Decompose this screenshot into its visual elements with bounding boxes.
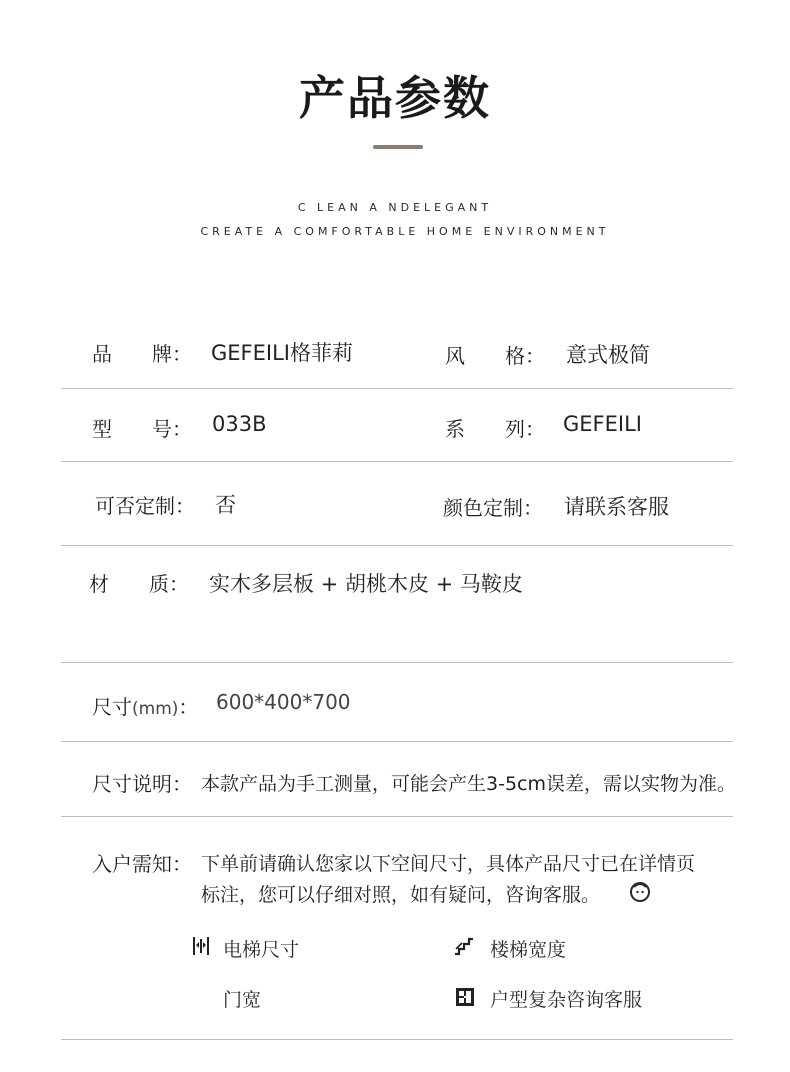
option-stairs-width: 楼梯宽度 xyxy=(490,939,567,961)
brand-value: GEFEILI格菲莉 xyxy=(211,341,353,365)
customizable-label: 可否定制： xyxy=(95,494,195,518)
divider xyxy=(61,388,733,389)
smiley-icon xyxy=(629,880,651,902)
elevator-icon xyxy=(191,936,211,956)
material-label: 材 质： xyxy=(89,572,189,596)
entry-notice-label: 入户需知： xyxy=(92,852,192,876)
divider xyxy=(61,816,733,817)
style-value: 意式极简 xyxy=(566,343,650,367)
size-label-unit: (mm) xyxy=(132,699,179,719)
divider xyxy=(61,662,733,663)
size-label xyxy=(92,691,198,720)
size-note-label: 尺寸说明： xyxy=(92,772,192,796)
size-note-value: 本款产品为手工测量，可能会产生3-5cm误差，需以实物为准。 xyxy=(201,773,736,795)
option-elevator-size: 电梯尺寸 xyxy=(223,939,300,961)
option-door-width: 门宽 xyxy=(223,989,262,1011)
customizable-value: 否 xyxy=(215,493,236,517)
model-label: 型 号： xyxy=(92,417,192,441)
color-custom-label: 颜色定制： xyxy=(443,496,543,520)
size-label-colon: ： xyxy=(178,695,199,719)
brand-label: 品 牌： xyxy=(92,342,192,366)
series-label: 系 列： xyxy=(445,417,545,441)
divider xyxy=(61,545,733,546)
series-value: GEFEILI xyxy=(563,412,642,436)
title-accent-bar xyxy=(373,145,423,149)
page-title: 产品参数 xyxy=(299,71,491,125)
material-value: 实木多层板 + 胡桃木皮 + 马鞍皮 xyxy=(209,572,523,596)
subtitle-clean-elegant: C LEAN A NDELEGANT xyxy=(297,201,493,214)
floorplan-icon xyxy=(455,987,475,1007)
divider xyxy=(61,741,733,742)
stairs-icon xyxy=(454,936,474,956)
size-label-text: 尺寸 xyxy=(92,695,132,719)
model-value: 033B xyxy=(212,412,267,436)
style-label: 风 格： xyxy=(445,344,545,368)
option-complex-layout: 户型复杂咨询客服 xyxy=(490,989,643,1011)
entry-notice-line-2: 标注，您可以仔细对照，如有疑问，咨询客服。 xyxy=(201,884,601,906)
divider xyxy=(61,1039,733,1040)
size-value: 600*400*700 xyxy=(216,690,351,714)
color-custom-value: 请联系客服 xyxy=(564,495,669,519)
subtitle-comfortable-home: CREATE A COMFORTABLE HOME ENVIRONMENT xyxy=(200,225,610,238)
entry-notice-line-1: 下单前请确认您家以下空间尺寸，具体产品尺寸已在详情页 xyxy=(201,853,696,875)
divider xyxy=(61,461,733,462)
